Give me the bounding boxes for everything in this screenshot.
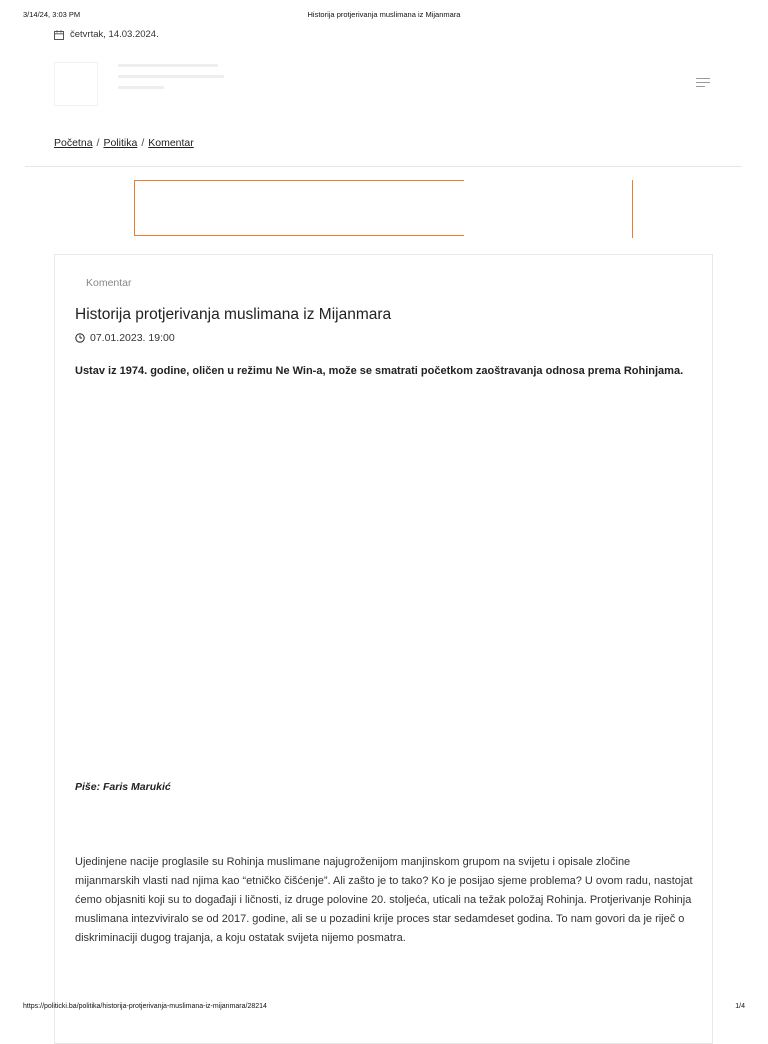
print-datetime: 3/14/24, 3:03 PM (23, 10, 81, 19)
logo-mark (54, 62, 98, 106)
article-lead: Ustav iz 1974. godine, oličen u režimu Ne Win-a, može se smatrati početkom zaoštravanja odnosa prema Rohinjama. (75, 365, 684, 377)
article-title: Historija protjerivanja muslimana iz Mijanmara (75, 306, 392, 323)
hamburger-menu-icon[interactable] (696, 78, 710, 90)
breadcrumb-politika[interactable]: Politika (103, 137, 138, 149)
print-url: https://politicki.ba/politika/historija-protjerivanja-muslimana-iz-mijanmara/28214 (23, 1003, 267, 1010)
header-divider (25, 166, 742, 167)
current-date: četvrtak, 14.03.2024. (70, 29, 159, 40)
current-date-row (54, 29, 159, 40)
breadcrumb (54, 137, 194, 149)
breadcrumb-separator: / (141, 137, 145, 149)
print-doc-title: Historija protjerivanja muslimana iz Mijanmara (307, 10, 461, 19)
breadcrumb-separator: / (96, 137, 100, 149)
article-author: Piše: Faris Marukić (75, 781, 171, 793)
breadcrumb-komentar[interactable]: Komentar (148, 137, 194, 149)
print-page-number: 1/4 (735, 1003, 745, 1010)
ad-banner-edge (632, 180, 633, 238)
publish-date-text: 07.01.2023. 19:00 (90, 332, 175, 344)
print-footer (23, 1003, 745, 1010)
breadcrumb-home[interactable]: Početna (54, 137, 93, 149)
logo-wordmark (118, 64, 226, 97)
ad-banner[interactable] (134, 180, 464, 236)
site-logo[interactable] (54, 60, 229, 110)
article-category[interactable]: Komentar (86, 277, 132, 289)
article-paragraph: Ujedinjene nacije proglasile su Rohinja muslimane najugroženijom manjinskom grupom na svijetu i opisale zločine mijanmarskih vlasti nad njima kao “etničko čišćenje”. Ali zašto je to tako? Ko je posijao sjeme problema? U ovom radu, nastojat ćemo objasniti koji su to događaji i ličnosti, iz druge polovine 20. stoljeća, uticali na težak položaj Rohinja. Protjerivanje Rohinja muslimana intezviviralo se od 2017. godine, ali se u pozadini krije proces star sedamdeset godina. To nam govori da je riječ o diskriminaciji dugog trajanja, a koju ostatak svijeta nijemo posmatra. (75, 856, 693, 944)
article-publish-date (75, 332, 175, 344)
calendar-icon (54, 30, 64, 40)
clock-icon (75, 333, 85, 343)
